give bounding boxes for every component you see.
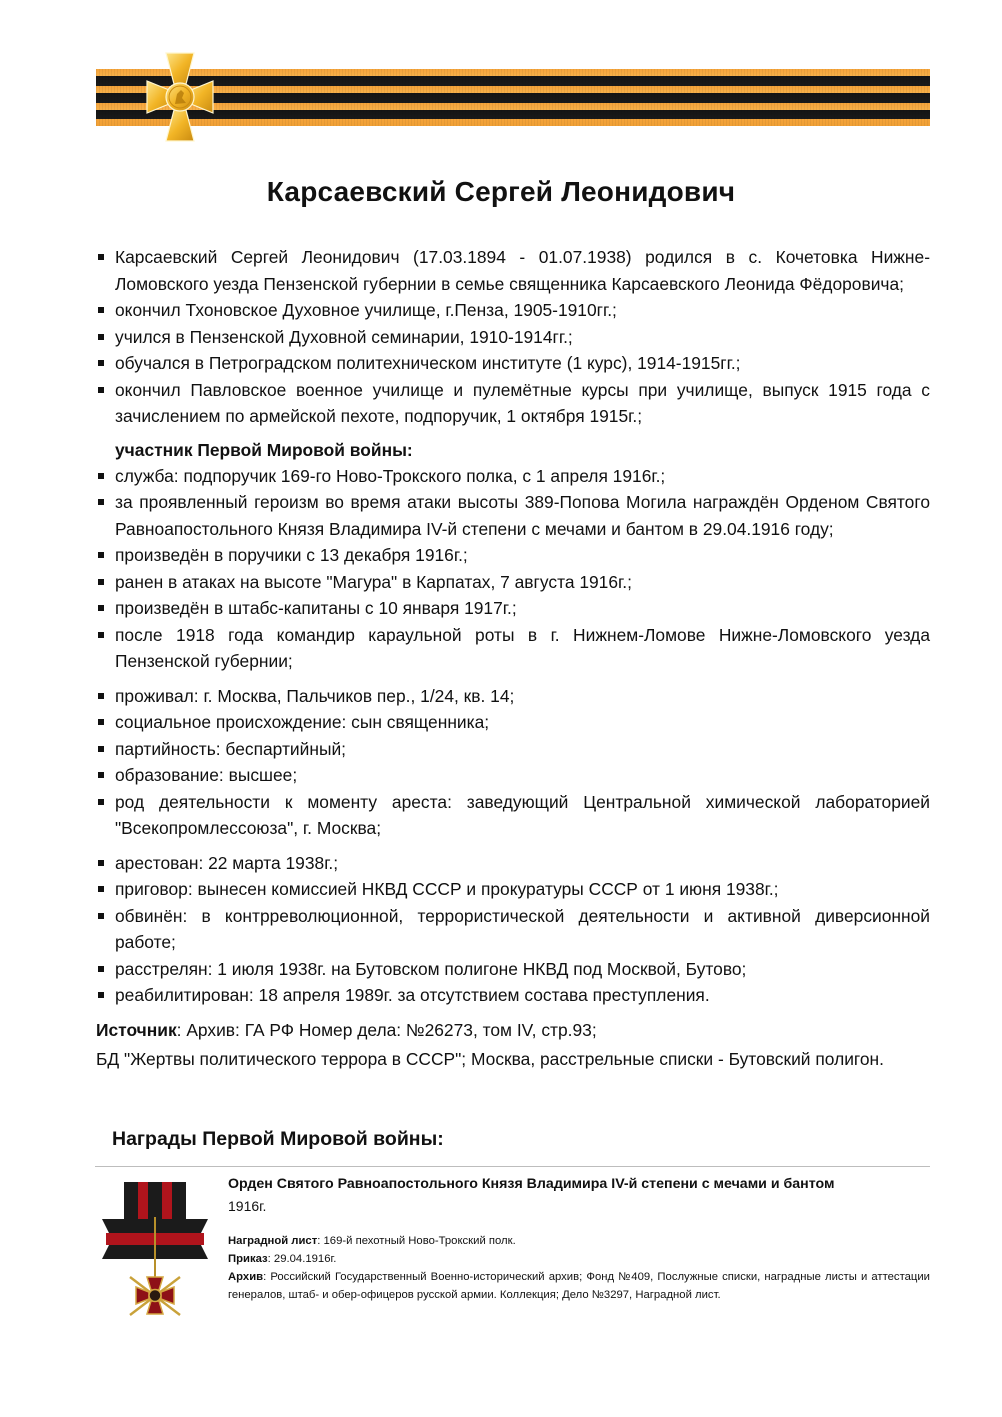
order-st-vladimir-medal-icon xyxy=(100,1177,210,1317)
bio-item: приговор: вынесен комиссией НКВД СССР и прокуратуры СССР от 1 июня 1938г.; xyxy=(96,876,930,903)
bio-item: окончил Тхоновское Духовное училище, г.Пенза, 1905-1910гг.; xyxy=(96,297,930,324)
bio-list-ww1 xyxy=(96,463,930,675)
award-order: Приказ: 29.04.1916г. xyxy=(228,1253,337,1265)
bio-item: окончил Павловское военное училище и пулемётные курсы при училище, выпуск 1915 года с зачислением по армейской пехоте, подпоручик, 1 октября 1915г.; xyxy=(96,377,930,430)
bio-item: после 1918 года командир караульной роты в г. Нижнем-Ломове Нижне-Ломовского уезда Пензенской губернии; xyxy=(96,622,930,675)
bio-item: реабилитирован: 18 апреля 1989г. за отсутствием состава преступления. xyxy=(96,982,930,1009)
bio-item: учился в Пензенской Духовной семинарии, 1910-1914гг.; xyxy=(96,324,930,351)
bio-item: партийность: беспартийный; xyxy=(96,736,930,763)
bio-list-education xyxy=(96,244,930,430)
source-label: Источник xyxy=(96,1020,177,1040)
bio-item: обвинён: в контрреволюционной, террористической деятельности и активной диверсионной работе; xyxy=(96,903,930,956)
source-block xyxy=(96,1016,936,1074)
award-sheet: Наградной лист: 169-й пехотный Ново-Трокский полк. xyxy=(228,1235,516,1247)
bio-item: Карсаевский Сергей Леонидович (17.03.1894 - 01.07.1938) родился в с. Кочетовка Нижне-Ломовского уезда Пензенской губернии в семье священника Карсаевского Леонида Фёдоровича; xyxy=(96,244,930,297)
award-name: Орден Святого Равноапостольного Князя Владимира IV-й степени с мечами и бантом xyxy=(228,1176,835,1192)
award-year: 1916г. xyxy=(228,1198,267,1214)
awards-divider xyxy=(95,1166,930,1167)
bio-item: за проявленный героизм во время атаки высоты 389-Попова Могила награждён Орденом Святого Равноапостольного Князя Владимира IV-й степени с мечами и бантом в 29.04.1916 году; xyxy=(96,489,930,542)
bio-item: социальное происхождение: сын священника; xyxy=(96,709,930,736)
bio-item: произведён в поручики с 13 декабря 1916г.; xyxy=(96,542,930,569)
bio-item: служба: подпоручик 169-го Ново-Трокского полка, с 1 апреля 1916г.; xyxy=(96,463,930,490)
biography xyxy=(96,244,930,1009)
bio-item: обучался в Петроградском политехническом институте (1 курс), 1914-1915гг.; xyxy=(96,350,930,377)
bio-list-repression xyxy=(96,850,930,1009)
bio-list-personal xyxy=(96,683,930,842)
bio-item: проживал: г. Москва, Пальчиков пер., 1/24, кв. 14; xyxy=(96,683,930,710)
bio-item: род деятельности к моменту ареста: заведующий Центральной химической лабораторией "Всекопромлессоюза", г. Москва; xyxy=(96,789,930,842)
source-line-2: БД "Жертвы политического террора в СССР"; Москва, расстрельные списки - Бутовский полигон. xyxy=(96,1049,884,1069)
bio-item: расстрелян: 1 июля 1938г. на Бутовском полигоне НКВД под Москвой, Бутово; xyxy=(96,956,930,983)
award-item xyxy=(228,1174,930,1304)
st-george-cross-icon xyxy=(146,52,214,142)
award-archive: Архив: Российский Государственный Военно-исторический архив; Фонд №409, Послужные списки, наградные листы и аттестации генералов, штаб- и обер-офицеров русской армии. Коллекция; Дело №3297, Наградной лист. xyxy=(228,1271,930,1301)
ww1-heading: участник Первой Мировой войны: xyxy=(115,439,413,460)
bio-item: ранен в атаках на высоте "Магура" в Карпатах, 7 августа 1916г.; xyxy=(96,569,930,596)
bio-item: образование: высшее; xyxy=(96,762,930,789)
bio-item: произведён в штабс-капитаны с 10 января 1917г.; xyxy=(96,595,930,622)
bio-item: арестован: 22 марта 1938г.; xyxy=(96,850,930,877)
source-line-1: Источник: Архив: ГА РФ Номер дела: №26273, том IV, стр.93; xyxy=(96,1020,597,1040)
page-title: Карсаевский Сергей Леонидович xyxy=(266,176,736,207)
st-george-ribbon xyxy=(96,69,930,126)
awards-heading: Награды Первой Мировой войны: xyxy=(112,1128,444,1150)
award-details xyxy=(228,1232,930,1304)
